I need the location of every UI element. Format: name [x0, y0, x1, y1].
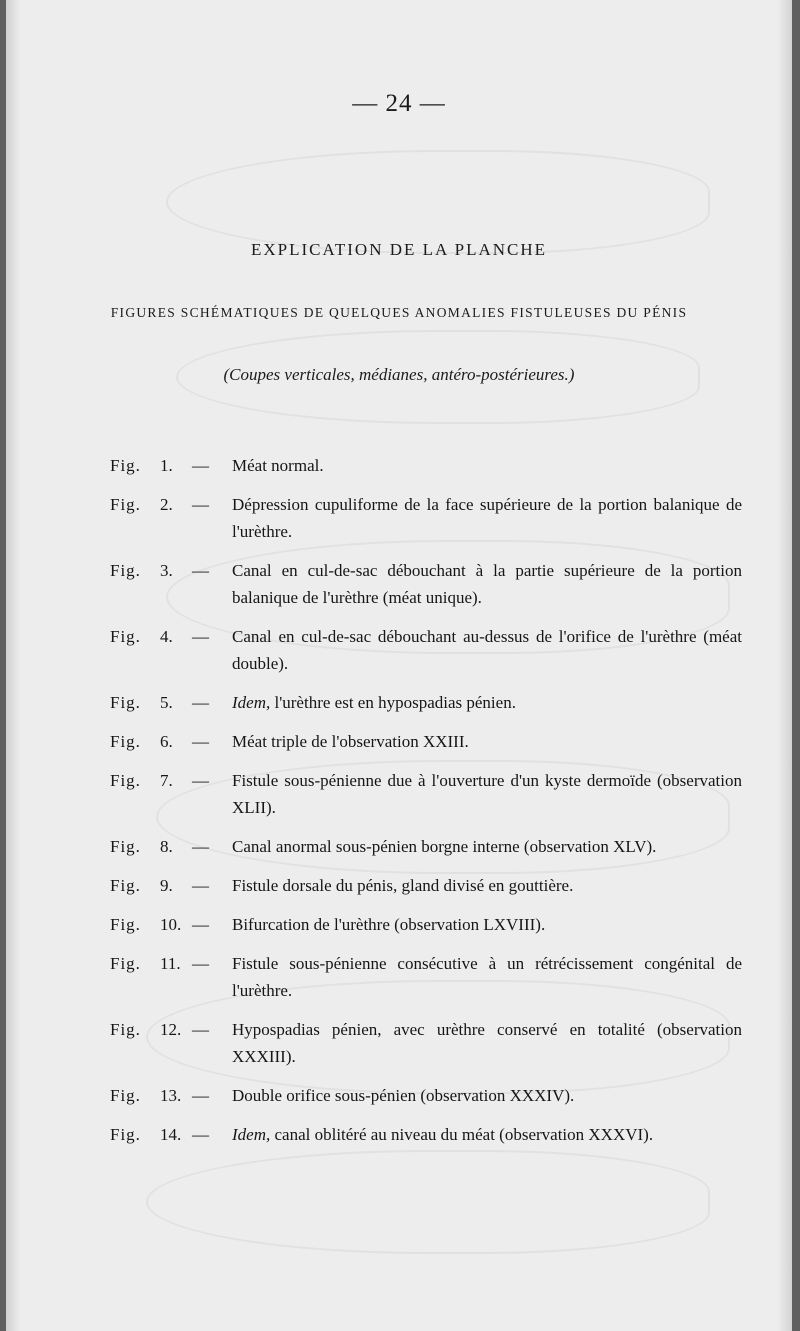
- figure-dash: —: [192, 1125, 209, 1144]
- figure-entry: [110, 689, 742, 716]
- figure-dash: —: [192, 771, 209, 790]
- figure-number: 3.: [160, 561, 173, 580]
- figure-label: Fig.: [110, 732, 141, 751]
- figure-dash: —: [192, 837, 209, 856]
- figure-number: 14.: [160, 1125, 182, 1144]
- figure-number: 11.: [160, 954, 181, 973]
- figure-entry: [110, 452, 742, 479]
- figure-dash: —: [192, 495, 209, 514]
- figure-entry: [110, 728, 742, 755]
- figure-description: [232, 1082, 742, 1109]
- figure-entry: [110, 623, 742, 677]
- figure-description-text: canal oblitéré au niveau du méat (observation XXXVI).: [270, 1125, 654, 1144]
- figure-description-text: Fistule sous-pénienne due à l'ouverture d'un kyste dermoïde (observation XLII).: [232, 771, 742, 817]
- figure-dash: —: [192, 456, 209, 475]
- figure-label: Fig.: [110, 456, 141, 475]
- figure-label: Fig.: [110, 693, 141, 712]
- figure-description-text: Méat triple de l'observation XXIII.: [232, 732, 469, 751]
- figure-description: [232, 491, 742, 545]
- figure-dash: —: [192, 627, 209, 646]
- figure-number: 5.: [160, 693, 173, 712]
- figure-description: [232, 950, 742, 1004]
- figure-description: [232, 452, 742, 479]
- figure-entry: [110, 1016, 742, 1070]
- caption: (Coupes verticales, médianes, antéro-postérieures.): [223, 365, 575, 384]
- bleed-through-shape: [146, 1150, 710, 1254]
- figure-entry: [110, 1082, 742, 1109]
- figure-label: Fig.: [110, 627, 141, 646]
- figure-number: 8.: [160, 837, 173, 856]
- plate-title: EXPLICATION DE LA PLANCHE: [250, 240, 548, 259]
- figure-entry: [110, 557, 742, 611]
- figure-number: 7.: [160, 771, 173, 790]
- figure-description-text: Canal en cul-de-sac débouchant à la partie supérieure de la portion balanique de l'urèthre (méat unique).: [232, 561, 742, 607]
- figure-description: [232, 833, 742, 860]
- figure-dash: —: [192, 876, 209, 895]
- figure-list: [110, 452, 742, 1160]
- figure-label: Fig.: [110, 876, 141, 895]
- figure-number: 13.: [160, 1086, 182, 1105]
- figure-label: Fig.: [110, 915, 141, 934]
- subtitle: FIGURES SCHÉMATIQUES DE QUELQUES ANOMALIES FISTULEUSES DU PÉNIS: [110, 305, 688, 320]
- figure-entry: [110, 872, 742, 899]
- figure-label: Fig.: [110, 1020, 141, 1039]
- figure-description-text: Méat normal.: [232, 456, 324, 475]
- figure-dash: —: [192, 1086, 209, 1105]
- figure-label: Fig.: [110, 561, 141, 580]
- figure-description-text: Fistule sous-pénienne consécutive à un rétrécissement congénital de l'urèthre.: [232, 954, 742, 1000]
- figure-description-text: Hypospadias pénien, avec urèthre conservé en totalité (observation XXXIII).: [232, 1020, 742, 1066]
- figure-dash: —: [192, 693, 209, 712]
- figure-label: Fig.: [110, 771, 141, 790]
- figure-description: [232, 911, 742, 938]
- bleed-through-shape: [166, 150, 710, 254]
- figure-number: 2.: [160, 495, 173, 514]
- figure-entry: [110, 1121, 742, 1148]
- figure-dash: —: [192, 732, 209, 751]
- figure-description: [232, 1121, 742, 1148]
- figure-number: 4.: [160, 627, 173, 646]
- figure-description: [232, 872, 742, 899]
- figure-label: Fig.: [110, 1086, 141, 1105]
- figure-number: 9.: [160, 876, 173, 895]
- page-edge-shadow: [778, 0, 792, 1331]
- figure-description: [232, 557, 742, 611]
- figure-dash: —: [192, 915, 209, 934]
- figure-description: [232, 767, 742, 821]
- figure-label: Fig.: [110, 837, 141, 856]
- figure-number: 10.: [160, 915, 182, 934]
- figure-entry: [110, 767, 742, 821]
- page-number: — 24 —: [352, 90, 446, 117]
- figure-label: Fig.: [110, 495, 141, 514]
- document-page: [6, 0, 792, 1331]
- figure-description-text: Bifurcation de l'urèthre (observation LXVIII).: [232, 915, 546, 934]
- figure-description: [232, 1016, 742, 1070]
- figure-entry: [110, 833, 742, 860]
- figure-description: [232, 689, 742, 716]
- figure-entry: [110, 491, 742, 545]
- figure-description-text: Double orifice sous-pénien (observation XXXIV).: [232, 1086, 575, 1105]
- figure-description-emphasis: Idem,: [232, 693, 271, 712]
- figure-label: Fig.: [110, 1125, 141, 1144]
- figure-description: [232, 728, 742, 755]
- figure-dash: —: [192, 561, 209, 580]
- figure-dash: —: [192, 1020, 209, 1039]
- figure-entry: [110, 911, 742, 938]
- figure-number: 1.: [160, 456, 173, 475]
- figure-description: [232, 623, 742, 677]
- figure-description-text: Fistule dorsale du pénis, gland divisé en gouttière.: [232, 876, 574, 895]
- figure-entry: [110, 950, 742, 1004]
- figure-label: Fig.: [110, 954, 141, 973]
- figure-description-emphasis: Idem,: [232, 1125, 271, 1144]
- figure-number: 6.: [160, 732, 173, 751]
- figure-dash: —: [192, 954, 209, 973]
- figure-description-text: Canal en cul-de-sac débouchant au-dessus de l'orifice de l'urèthre (méat double).: [232, 627, 742, 673]
- page-edge-shadow: [6, 0, 20, 1331]
- figure-number: 12.: [160, 1020, 182, 1039]
- figure-description-text: l'urèthre est en hypospadias pénien.: [270, 693, 516, 712]
- figure-description-text: Dépression cupuliforme de la face supérieure de la portion balanique de l'urèthre.: [232, 495, 742, 541]
- figure-description-text: Canal anormal sous-pénien borgne interne (observation XLV).: [232, 837, 657, 856]
